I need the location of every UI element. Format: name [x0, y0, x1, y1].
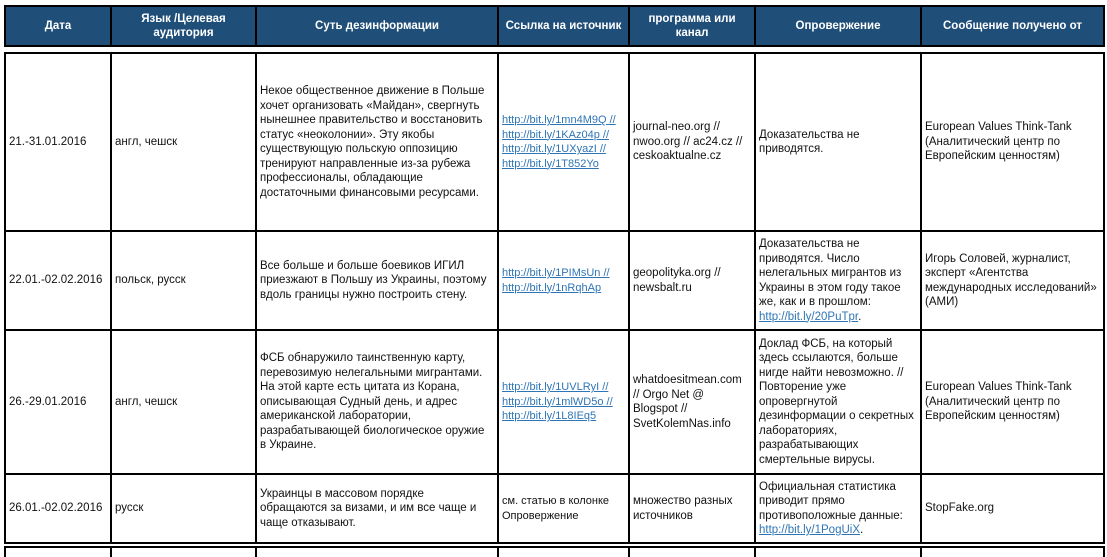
table-row	[5, 231, 1104, 330]
table-row	[5, 53, 1104, 231]
source-link[interactable]: http://bit.ly/1UVLRyI //	[502, 381, 609, 394]
cell-refutation	[755, 474, 921, 543]
cell-date: 26.01.-02.02.2016	[5, 474, 111, 543]
cell-refutation	[755, 330, 921, 474]
table-header	[4, 5, 1105, 47]
refutation-text: Доказательства не приводятся. Число нелегальных мигрантов из Украины в этом году такое же, как и в прошлом:	[759, 238, 902, 308]
cell-source-links	[498, 231, 629, 330]
cell-essence: Украинцы в массовом порядке обращаются за визами, и им все чаще и чаще отказывают.	[256, 474, 498, 543]
source-link-line	[502, 157, 627, 172]
cell-channel: множество разных источников	[629, 474, 755, 543]
source-link[interactable]: http://bit.ly/1mlWD5o //	[502, 395, 613, 408]
source-link-line	[502, 142, 627, 157]
refutation-text: .	[858, 310, 862, 323]
cell-essence: Все больше и больше боевиков ИГИЛ приезжают в Польшу из Украины, поэтому вдоль границы нужно построить стену.	[256, 231, 498, 330]
partial-cell	[629, 547, 755, 557]
cell-refutation	[755, 231, 921, 330]
cell-source-links	[498, 474, 629, 543]
source-link[interactable]: http://bit.ly/1mn4M9Q //	[502, 114, 616, 126]
source-link-line	[502, 409, 627, 424]
source-link-line	[502, 266, 627, 281]
refutation-text: Доказательства не приводятся.	[759, 128, 860, 155]
partial-cell	[5, 547, 111, 557]
partial-row	[5, 547, 1104, 557]
cell-essence: ФСБ обнаружило таинственную карту, перевозимую нелегальными мигрантами. На этой карте есть цитата из Корана, описывающая Судный день, и адрес американской лаборатории, разрабатывающей биологическое оружие в Украине.	[256, 330, 498, 474]
column-header-received-from: Сообщение получено от	[921, 6, 1104, 46]
cell-language: польск, русск	[111, 231, 256, 330]
cell-received-from: European Values Think-Tank (Аналитический центр по Европейским ценностям)	[921, 53, 1104, 231]
cell-received-from: Игорь Соловей, журналист, эксперт «Агентства международных исследований» (АМИ)	[921, 231, 1104, 330]
cell-date: 21.-31.01.2016	[5, 53, 111, 231]
cell-source-links	[498, 330, 629, 474]
source-link-line	[502, 395, 627, 410]
header-row	[5, 6, 1104, 46]
column-header-channel: программа или канал	[629, 6, 755, 46]
refutation-link[interactable]: http://bit.ly/20PuTpr	[759, 310, 859, 323]
next-row-partial	[4, 546, 1105, 557]
cell-language: англ, чешск	[111, 330, 256, 474]
table-row	[5, 330, 1104, 474]
cell-essence: Некое общественное движение в Польше хочет организовать «Майдан», свергнуть нынешнее правительство и восстановить статус «неоколонии». Эту якобы существующую польскую оппозицию тренируют направленные из-за рубежа профессионалы, обладающие достаточными финансовыми ресурсами.	[256, 53, 498, 231]
source-link[interactable]: http://bit.ly/1T852Yo	[502, 157, 599, 170]
partial-cell	[498, 547, 629, 557]
source-link-line	[502, 113, 627, 128]
source-link[interactable]: http://bit.ly/1PIMsUn //	[502, 267, 610, 279]
cell-source-links	[498, 53, 629, 231]
cell-date: 22.01.-02.02.2016	[5, 231, 111, 330]
partial-cell	[921, 547, 1104, 557]
partial-cell	[111, 547, 256, 557]
cell-channel: geopolityka.org // newsbalt.ru	[629, 231, 755, 330]
column-header-source-links: Ссылка на источник	[498, 6, 629, 46]
source-link[interactable]: http://bit.ly/1L8IEq5	[502, 410, 597, 423]
partial-cell	[256, 547, 498, 557]
source-link[interactable]: http://bit.ly/1nRqhAp	[502, 281, 602, 294]
source-link[interactable]: http://bit.ly/1KAz04p //	[502, 128, 610, 141]
table-row	[5, 474, 1104, 543]
cell-channel: journal-neo.org // nwoo.org // ac24.cz // ceskoaktualne.cz	[629, 53, 755, 231]
column-header-date: Дата	[5, 6, 111, 46]
source-link-line	[502, 281, 627, 296]
source-link-line	[502, 128, 627, 143]
column-header-essence: Суть дезинформации	[256, 6, 498, 46]
cell-received-from: StopFake.org	[921, 474, 1104, 543]
partial-cell	[755, 547, 921, 557]
cell-language: англ, чешск	[111, 53, 256, 231]
refutation-text: Доклад ФСБ, на который здесь ссылаются, больше нигде найти невозможно. // Повторение уже опровергнутой дезинформации о секретных лабораториях, разрабатывающих смертельные вирусы.	[759, 337, 914, 466]
refutation-text: Официальная статистика приводит прямо противоположные данные:	[759, 480, 903, 522]
column-header-refutation: Опровержение	[755, 6, 921, 46]
source-link[interactable]: http://bit.ly/1UXyazI //	[502, 143, 606, 155]
column-header-language: Язык /Целевая аудитория	[111, 6, 256, 46]
source-note: см. статью в колонке Опровержение	[502, 495, 610, 522]
cell-channel: whatdoesitmean.com // Orgo Net @ Blogspot // SvetKolemNas.info	[629, 330, 755, 474]
source-link-line	[502, 380, 627, 395]
cell-received-from: European Values Think-Tank (Аналитический центр по Европейским ценностям)	[921, 330, 1104, 474]
disinformation-table-wrap	[4, 5, 1103, 557]
cell-language: русск	[111, 474, 256, 543]
disinformation-table	[4, 52, 1105, 544]
refutation-link[interactable]: http://bit.ly/1PogUiX	[759, 524, 860, 536]
refutation-text: .	[860, 524, 864, 536]
cell-refutation	[755, 53, 921, 231]
cell-date: 26.-29.01.2016	[5, 330, 111, 474]
